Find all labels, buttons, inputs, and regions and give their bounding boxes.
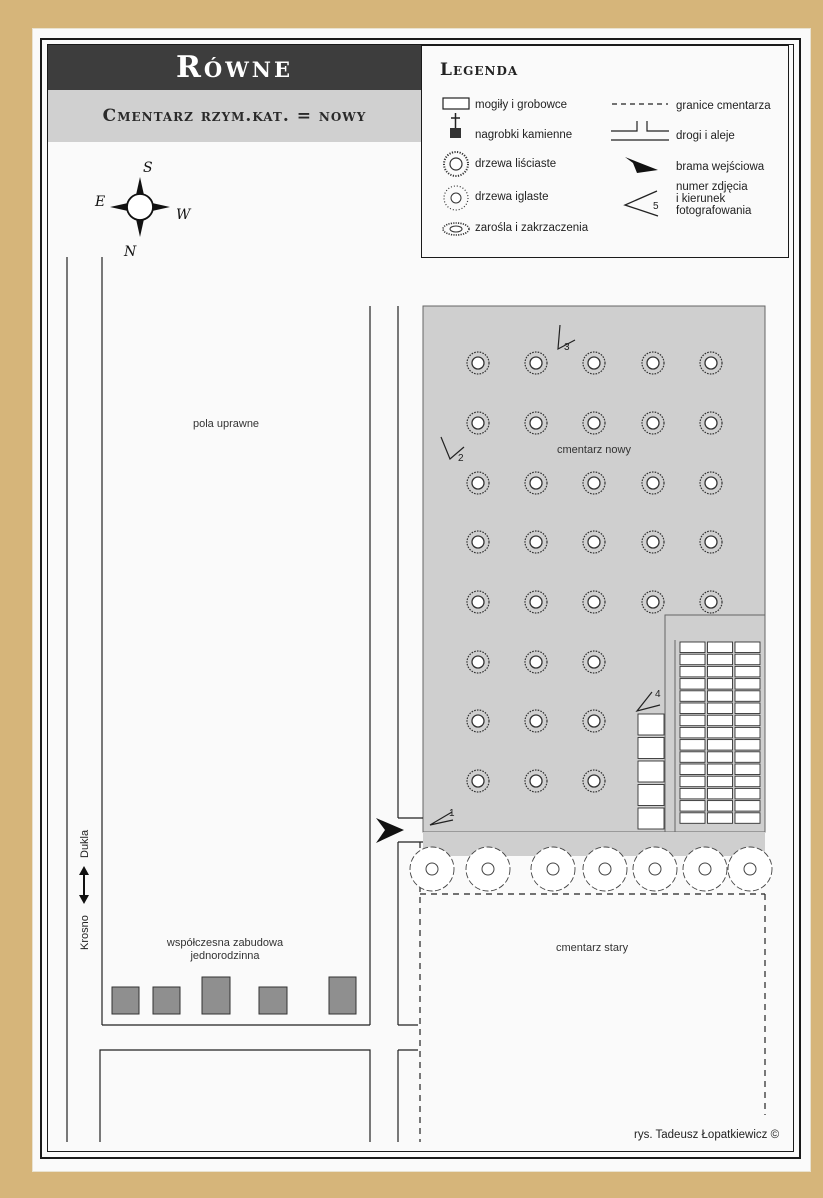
legend-conifer-icon: [444, 186, 468, 210]
grave-block: [680, 788, 705, 799]
compass-rose-icon: [110, 177, 170, 237]
grave-block: [735, 764, 760, 775]
legend-deciduous-label: drzewa liściaste: [475, 158, 557, 170]
grave-block: [735, 788, 760, 799]
legend-photo-number: 5: [653, 201, 659, 212]
grave-block: [708, 727, 733, 738]
grave-block: [735, 813, 760, 824]
grave-block: [708, 715, 733, 726]
label-new-cemetery: cmentarz nowy: [557, 444, 631, 456]
grave-block: [680, 666, 705, 677]
legend-roads-label: drogi i aleje: [676, 130, 735, 142]
large-tree-icon: [683, 847, 727, 891]
grave-block: [638, 761, 664, 782]
building: [329, 977, 356, 1014]
label-old-cemetery: cmentarz stary: [556, 942, 629, 954]
legend-gate-icon: [625, 157, 658, 173]
compass-s: S: [143, 160, 153, 176]
building: [153, 987, 180, 1014]
photo-3-number: 3: [564, 342, 570, 353]
legend-stone-label: nagrobki kamienne: [475, 129, 573, 141]
compass-w: W: [176, 207, 191, 223]
legend-boundary-label: granice cmentarza: [676, 100, 771, 112]
map-title: Równe: [175, 50, 293, 85]
grave-block: [735, 642, 760, 653]
grave-block: [708, 666, 733, 677]
grave-block: [680, 679, 705, 690]
legend-graves-label: mogiły i grobowce: [475, 99, 568, 111]
grave-block: [680, 752, 705, 763]
grave-block: [735, 666, 760, 677]
building: [202, 977, 230, 1014]
grave-block: [680, 654, 705, 665]
map-subtitle: Cmentarz rzym.kat. = nowy: [102, 106, 367, 126]
grave-block: [708, 801, 733, 812]
grave-block: [735, 801, 760, 812]
grave-block: [735, 776, 760, 787]
photo-1-number: 1: [449, 808, 455, 819]
grave-block: [735, 715, 760, 726]
grave-block: [708, 654, 733, 665]
label-krosno: Krosno: [79, 915, 91, 950]
grave-block: [638, 738, 664, 759]
building: [259, 987, 287, 1014]
large-tree-icon: [466, 847, 510, 891]
grave-block: [708, 642, 733, 653]
grave-block: [680, 776, 705, 787]
large-tree-icon: [583, 847, 627, 891]
legend-shrubs-label: zarośla i zakrzaczenia: [475, 222, 589, 234]
grave-block: [708, 788, 733, 799]
legend-grave-icon: [443, 98, 469, 109]
grave-block: [735, 679, 760, 690]
buildings: [112, 977, 356, 1014]
grave-block: [638, 808, 664, 829]
legend-stone-icon: [450, 113, 461, 138]
legend-shrubs-icon: [443, 223, 469, 235]
grave-block: [735, 691, 760, 702]
large-tree-icon: [728, 847, 772, 891]
direction-arrow-icon: [79, 866, 89, 904]
grave-block: [680, 740, 705, 751]
grave-block: [680, 703, 705, 714]
compass-n: N: [124, 244, 137, 260]
legend-photo-label: numer zdjęcia i kierunek fotografowania: [676, 181, 752, 217]
legend-deciduous-icon: [444, 152, 468, 176]
large-tree-icon: [633, 847, 677, 891]
gate-arrow-icon: [376, 818, 404, 843]
large-tree-icon: [410, 847, 454, 891]
grave-block: [735, 752, 760, 763]
grave-block: [680, 813, 705, 824]
grave-block: [708, 752, 733, 763]
photo-4-number: 4: [655, 689, 661, 700]
grave-block: [680, 727, 705, 738]
grave-block: [708, 776, 733, 787]
label-fields: pola uprawne: [193, 418, 260, 430]
grave-block: [680, 691, 705, 702]
grave-block: [680, 715, 705, 726]
label-housing: współczesna zabudowa jednorodzinna: [166, 937, 284, 962]
grave-block: [680, 764, 705, 775]
photo-2-number: 2: [458, 453, 464, 464]
author-credit: rys. Tadeusz Łopatkiewicz ©: [634, 1129, 780, 1141]
large-tree-icon: [531, 847, 575, 891]
compass-e: E: [95, 194, 106, 210]
grave-block: [708, 740, 733, 751]
grave-block: [735, 727, 760, 738]
grave-block: [638, 785, 664, 806]
grave-block: [708, 691, 733, 702]
legend-conifer-label: drzewa iglaste: [475, 191, 549, 203]
grave-block: [708, 679, 733, 690]
grave-block: [735, 703, 760, 714]
legend-gate-label: brama wejściowa: [676, 161, 765, 173]
grave-block: [708, 703, 733, 714]
label-dukla: Dukla: [79, 829, 91, 858]
legend-title: Legenda: [440, 60, 519, 80]
building: [112, 987, 139, 1014]
grave-block: [680, 642, 705, 653]
grave-block: [735, 654, 760, 665]
grave-block: [735, 740, 760, 751]
grave-block: [638, 714, 664, 735]
legend-road-icon: [611, 121, 669, 140]
grave-block: [708, 764, 733, 775]
grave-block: [680, 801, 705, 812]
grave-block: [708, 813, 733, 824]
